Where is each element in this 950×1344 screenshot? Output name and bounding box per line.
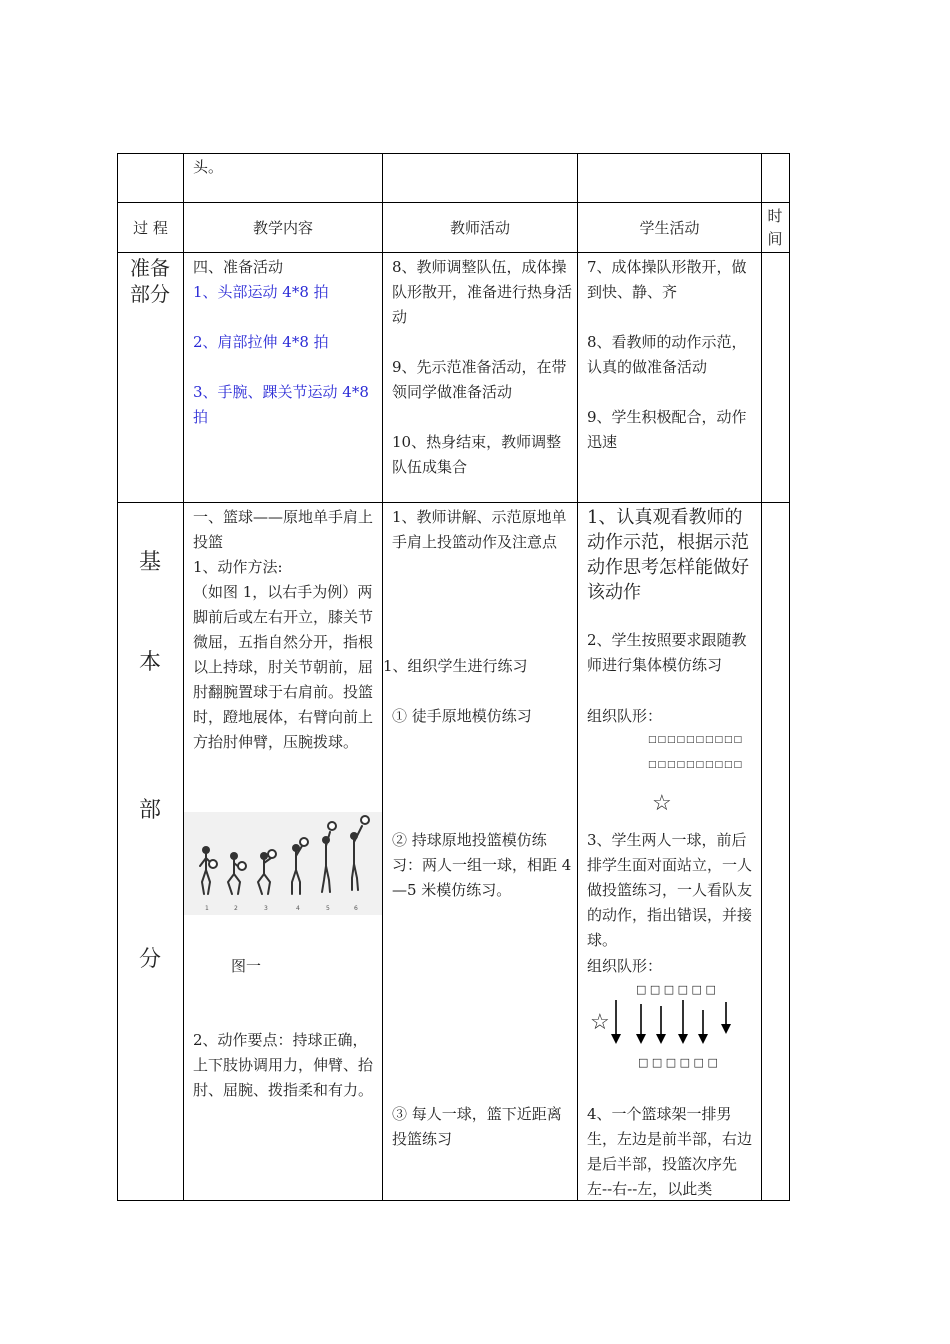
figure-caption: 图一 <box>231 957 262 975</box>
basic-student-p2: 2、学生按照要求跟随教师进行集体模仿练习 <box>587 631 747 674</box>
row-divider-2 <box>117 252 790 253</box>
header-time: 时间 <box>767 207 783 248</box>
prep-student-p2: 8、看教师的动作示范，认真的做准备活动 <box>587 333 747 376</box>
basic-content-p1: 一、篮球——原地单手肩上投篮 <box>193 508 374 551</box>
basic-teacher-p4: ② 持球原地投篮模仿练习：两人一组一球，相距 4—5 米模仿练习。 <box>392 831 572 899</box>
basic-label-char-4: 分 <box>138 947 161 972</box>
table-border-top <box>117 153 790 154</box>
prep-student <box>587 255 757 455</box>
figure-number-5: 5 <box>326 905 330 912</box>
col-line-3 <box>577 153 578 1201</box>
basic-student-p1: 1、认真观看教师的动作示范，根据示范动作思考怎样能做好该动作 <box>587 507 749 603</box>
row-divider-1 <box>117 202 790 203</box>
prep-teacher-p2: 9、先示范准备活动，在带领同学做准备活动 <box>392 358 567 401</box>
formation-label-1: 组织队形： <box>587 707 663 725</box>
figure-number-6: 6 <box>354 905 358 912</box>
basic-label-char-3: 部 <box>138 798 161 823</box>
prep-teacher-p3: 10、热身结束，教师调整队伍成集合 <box>392 433 562 476</box>
prep-item-3: 3、手腕、踝关节运动 4*8 拍 <box>193 383 369 426</box>
prep-teacher <box>392 255 572 480</box>
figure-number-4: 4 <box>296 905 300 912</box>
formation-label-2: 组织队形： <box>587 957 663 975</box>
prep-student-p3: 9、学生积极配合，动作迅速 <box>587 408 747 451</box>
col-line-0 <box>117 153 118 1201</box>
formation-row-3: □ □ □ □ □ □ <box>636 983 716 996</box>
shooting-sequence-figure <box>184 812 382 915</box>
header-student: 学生活动 <box>639 219 700 237</box>
star-teacher-icon-1: ☆ <box>652 791 672 816</box>
basic-label-char-1: 基 <box>138 550 161 575</box>
prep-student-p1: 7、成体操队形散开，做到快、静、齐 <box>587 258 747 301</box>
basic-student-p4: 4、一个篮球架一排男生，左边是前半部，右边是后半部，投篮次序先左--右--左，以此类 <box>587 1105 753 1198</box>
star-teacher-icon-2: ☆ <box>590 1010 610 1035</box>
basic-teacher-p5: ③ 每人一球，篮下近距离投篮练习 <box>392 1105 562 1148</box>
formation-row-4: □ □ □ □ □ □ <box>638 1056 718 1069</box>
prep-item-2: 2、肩部拉伸 4*8 拍 <box>193 333 329 351</box>
basic-content-p2: 1、动作方法: <box>193 558 283 576</box>
basic-teacher-p3: ① 徒手原地模仿练习 <box>392 707 532 725</box>
figure-number-2: 2 <box>234 905 238 912</box>
basic-content-p4: 2、动作要点：持球正确，上下肢协调用力，伸臂、抬肘、屈腕、拨指柔和有力。 <box>193 1031 374 1099</box>
formation-row-1: □□□□□□□□□□ <box>648 735 744 745</box>
basic-label-char-2: 本 <box>138 650 161 675</box>
header-content: 教学内容 <box>252 219 313 237</box>
basic-content <box>193 505 378 755</box>
arrows-formation <box>590 998 740 1046</box>
basic-teacher-p2: 1、组织学生进行练习 <box>383 657 528 675</box>
prep-item-1: 1、头部运动 4*8 拍 <box>193 283 329 301</box>
basic-student-p3: 3、学生两人一球，前后排学生面对面站立，一人做投篮练习，一人看队友的动作，指出错误，并接球。 <box>587 831 753 949</box>
col-line-1 <box>183 153 184 1201</box>
content-continuation: 头。 <box>193 158 224 176</box>
row-divider-3 <box>117 502 790 503</box>
col-line-5 <box>789 153 790 1201</box>
figure-number-3: 3 <box>264 905 268 912</box>
prep-title: 四、准备活动 <box>193 258 284 276</box>
header-process: 过 程 <box>133 219 168 237</box>
basic-content-p3: （如图 1，以右手为例）两脚前后或左右开立，膝关节微屈，五指自然分开，指根以上持球，肘关节朝前，屈肘翻腕置球于右肩前。投篮时，蹬地展体，右臂向前上方抬肘伸臂，压腕拨球。 <box>193 583 374 751</box>
prep-teacher-p1: 8、教师调整队伍，成体操队形散开，准备进行热身活动 <box>392 258 573 326</box>
formation-row-2: □□□□□□□□□□ <box>648 760 744 770</box>
prep-label: 准备部分 <box>130 256 170 306</box>
prep-content <box>193 255 378 430</box>
basic-teacher-p1: 1、教师讲解、示范原地单手肩上投篮动作及注意点 <box>392 508 567 551</box>
figure-number-1: 1 <box>205 905 209 912</box>
col-line-4 <box>761 153 762 1201</box>
header-teacher: 教师活动 <box>449 219 510 237</box>
